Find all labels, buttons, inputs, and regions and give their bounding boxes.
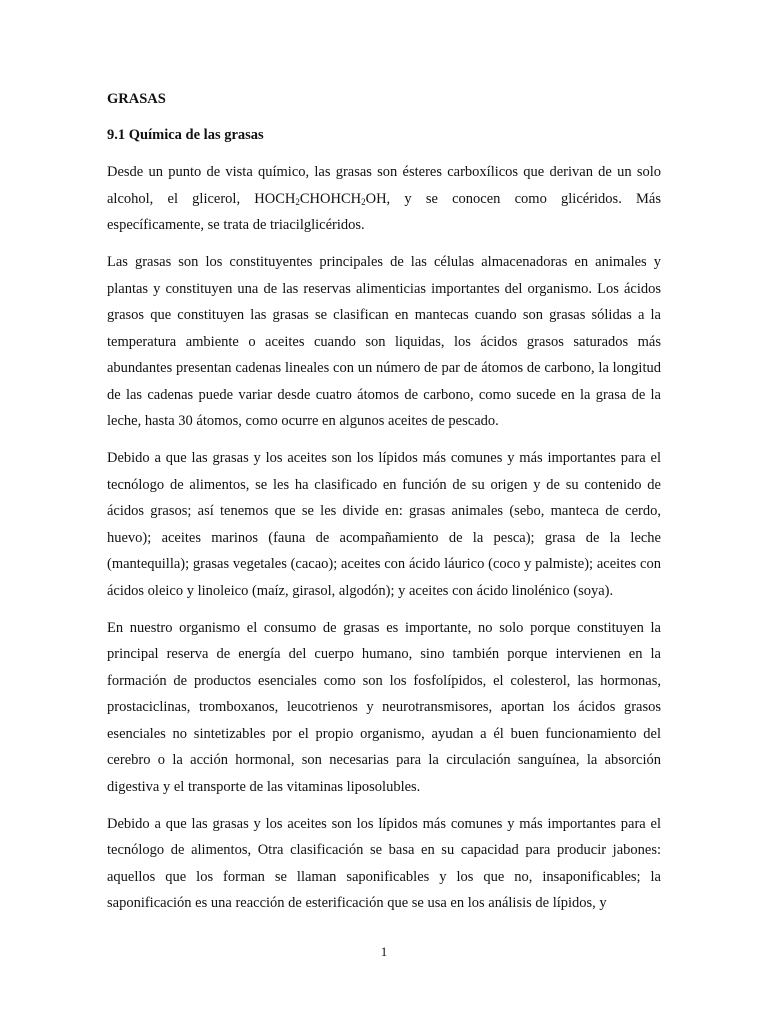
paragraph-saponificacion: Debido a que las grasas y los aceites son los lípidos más comunes y más importantes para el tecnólogo de alimentos, Otra clasificación se basa en su capacidad para producir jabones: aquellos que los forman se llaman saponificables y los que no, insaponificables; la saponificación es una reacción de esterificación que se usa en los análisis de lípidos, y — [107, 815, 661, 911]
page-number: 1 — [380, 944, 388, 959]
subscript: 2 — [295, 196, 300, 207]
section-title: 9.1 Química de las grasas — [107, 126, 264, 143]
paragraph-text: Desde un punto de vista químico, las grasas son ésteres carboxílicos que derivan de un solo alcohol, el glicerol, HOCH — [107, 164, 661, 207]
paragraph-glicerol — [107, 159, 661, 239]
subscript: 2 — [361, 196, 366, 207]
document-title: GRASAS — [107, 91, 166, 107]
paragraph-constituyentes: Las grasas son los constituyentes principales de las células almacenadoras en animales y plantas y constituyen una de las reservas alimenticias importantes del organismo. Los ácidos grasos que constituyen las grasas se clasifican en mantecas cuando son grasas sólidas a la temperatura ambiente o aceites cuando son liquidas, los ácidos grasos saturados más abundantes presentan cadenas lineales con un número de par de átomos de carbono, la longitud de las cadenas puede variar desde cuatro átomos de carbono, como sucede en la grasa de la leche, hasta 30 átomos, como ocurre en algunos aceites de pescado. — [107, 254, 661, 429]
paragraph-organismo: En nuestro organismo el consumo de grasas es importante, no solo porque constituyen la principal reserva de energía del cuerpo humano, sino también porque intervienen en la formación de productos esenciales como son los fosfolípidos, el colesterol, las hormonas, prostaciclinas, tromboxanos, leucotrienos y neurotransmisores, aportan los ácidos grasos esenciales no sintetizables por el propio organismo, ayudan a él buen funcionamiento del cerebro o la acción hormonal, son necesarias para la circulación sanguínea, la absorción digestiva y el transporte de las vitaminas liposolubles. — [107, 619, 661, 795]
paragraph-text: OH, y se conocen como glicéridos. Más específicamente, se trata de triacilglicéridos. — [107, 190, 662, 233]
paragraph-clasificacion-origen: Debido a que las grasas y los aceites son los lípidos más comunes y más importantes para el tecnólogo de alimentos, se les ha clasificado en función de su origen y de su contenido de ácidos grasos; así tenemos que se les divide en: grasas animales (sebo, manteca de cerdo, huevo); aceites marinos (fauna de acompañamiento de la pesca); grasa de la leche (mantequilla); grasas vegetales (cacao); aceites con ácido láurico (coco y palmiste); aceites con ácidos oleico y linoleico (maíz, girasol, algodón); y aceites con ácido linolénico (soya). — [107, 450, 661, 599]
document-body — [107, 86, 661, 927]
paragraph-text: CHOHCH — [299, 190, 362, 207]
